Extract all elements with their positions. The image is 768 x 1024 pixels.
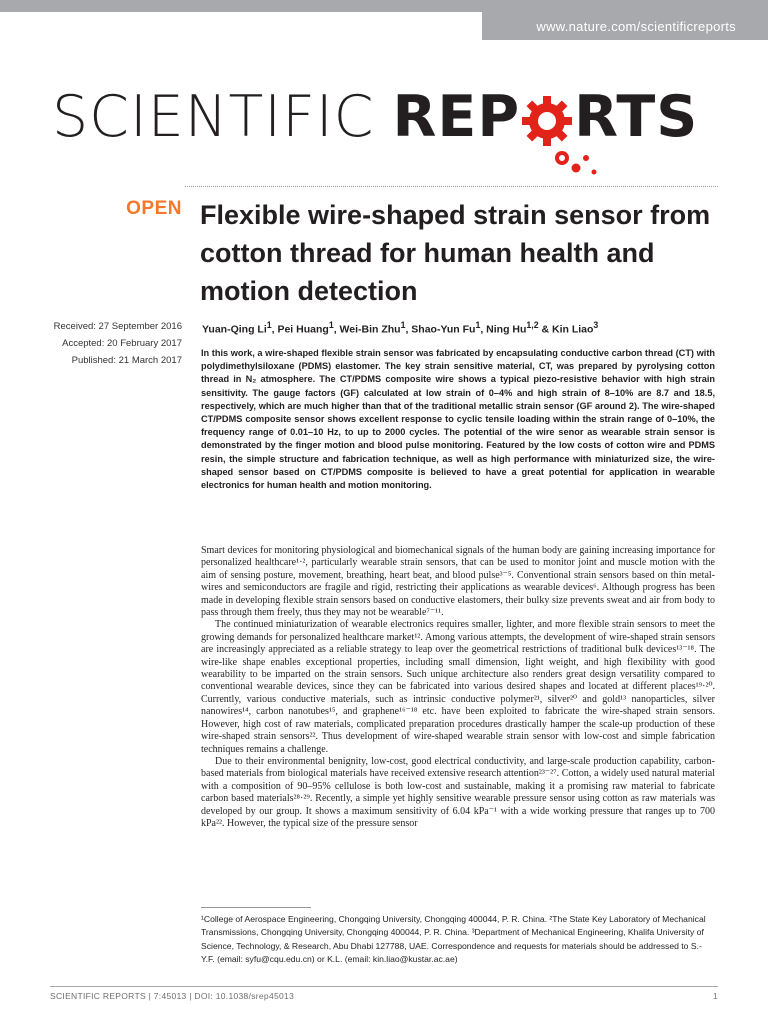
- affiliations: ¹College of Aerospace Engineering, Chongqing University, Chongqing 400044, P. R. China. ²The State Key Laboratory of Mechanical Transmissions, Chongqing University, Chongqing 400044, P. R. China. ³Department of Mechanical Engineering, Khalifa University of Science, Technology, & Research, Abu Dhabi 127788, UAE. Correspondence and requests for materials should be addressed to S.-Y.F. (email: syfu@cqu.edu.cn) or K.L. (email: kin.liao@kustar.ac.ae): [201, 914, 706, 965]
- footer-rule: [50, 986, 718, 987]
- journal-url-text: www.nature.com/scientificreports: [536, 18, 736, 34]
- affiliations-rule: [201, 907, 311, 908]
- page-number: 1: [712, 991, 718, 1001]
- top-bar: [0, 0, 768, 12]
- main-text: [201, 545, 715, 830]
- paragraph-2: The continued miniaturization of wearable electronics requires smaller, lighter, and more flexible strain sensors to meet the growing demands for personalized healthcare market¹². Among various attempts, the development of wire-shaped strain sensors are increasingly appreciated as a reliable strategy to leap over the geometrical restrictions of traditional bulk devices¹³⁻¹⁸. The wire-like shape enables exceptional properties, including small dimension, light weight, and high flexibility with good wearability to be imparted on the strain sensors. Such unique architecture also renders great design versatility compared to conventional wearable devices, since they can be fabricated into various desired shapes and located at different places¹⁹·²⁰. Currently, various conductive materials, such as intrinsic conductive polymer²¹, silver²⁰ and gold¹³ nanoparticles, silver nanowires¹⁴, carbon nanotubes¹⁵, and graphene¹⁶⁻¹⁸ etc. have been exploited to fabricate the wire-shaped strain sensors. However, high cost of raw materials, complicated preparation procedures drastically hamper the scale-up production of these wire-shaped strain sensors²². Thus development of wire-shaped wearable strain sensor with low-cost and simple fabrication techniques remains a challenge.: [201, 619, 715, 755]
- publication-dates: [20, 318, 182, 369]
- masthead-word-2b: RTS: [574, 83, 699, 150]
- gear-logo-icon: [522, 93, 572, 150]
- paragraph-3: Due to their environmental benignity, low-cost, good electrical conductivity, and large-scale production capability, carbon-based materials from biological materials have received extensive research attention²³⁻²⁷. Cotton, a widely used natural material with a composition of 90–95% cellulose is both low-cost and sustainable, making it a promising raw material to fabricate carbon based materials²⁸·²⁹. Recently, a simple yet highly sensitive wearable pressure sensor using cotton as raw materials was developed by our group. It shows a maximum sensitivity of 6.04 kPa⁻¹ with a wide working pressure that ranges up to 700 kPa²². However, the typical size of the pressure sensor: [201, 755, 715, 829]
- header-divider: [185, 186, 718, 187]
- masthead-word-1: SCIENTIFIC: [52, 83, 375, 150]
- journal-masthead: [52, 82, 698, 152]
- gear-decoration-icon: [546, 150, 616, 180]
- masthead-word-2a: REP: [392, 83, 521, 150]
- accepted-date: Accepted: 20 February 2017: [62, 338, 182, 349]
- footer-citation: SCIENTIFIC REPORTS | 7:45013 | DOI: 10.1038/srep45013: [50, 991, 295, 1001]
- page-footer: [50, 991, 718, 1001]
- author-list: Yuan-Qing Li$^1$, Pei Huang$^1$, Wei-Bin Zhu$^1$, Shao-Yun Fu$^1$, Ning Hu$^{1,2}$ & Kin Liao$^3$: [202, 320, 599, 336]
- paragraph-1: Smart devices for monitoring physiological and biomechanical signals of the human body are gaining increasing importance for personalized healthcare¹·², particularly wearable strain sensors, that can be used to monitor joint and muscle motion with the aim of sensing posture, movement, breathing, heart beat, and blood pulse³⁻⁵. Conventional strain sensors based on thin metal-wires and semiconductors are fragile and rigid, restricting their applications as wearable devices⁶. Although progress has been made in developing flexible strain sensors based on conductive elastomers, their bulky size prevents sweat and air from body to pass through them freely, thus they may not be wearable⁷⁻¹¹.: [201, 545, 715, 619]
- open-access-label: OPEN: [126, 198, 182, 219]
- received-date: Received: 27 September 2016: [53, 321, 182, 332]
- abstract: In this work, a wire-shaped flexible strain sensor was fabricated by encapsulating conductive carbon thread (CT) with polydimethylsiloxane (PDMS) elastomer. The key strain sensitive material, CT, was prepared by pyrolysing cotton thread in N₂ atmosphere. The CT/PDMS composite wire shows a typical piezo-resistive behavior with high strain sensitivity. The gauge factors (GF) calculated at low strain of 0–4% and high strain of 8–10% are 8.7 and 18.5, respectively, which are much higher than that of the traditional metallic strain sensor (GF around 2). The wire-shaped CT/PDMS composite sensor shows excellent response to cyclic tensile loading within the strain range of 0–10%, the frequency range of 0.01–10 Hz, to up to 2000 cycles. The potential of the wire senor as wearable strain sensor is demonstrated by the finger motion and blood pulse monitoring. Featured by the low costs of cotton wire and PDMS resin, the simple structure and fabrication technique, as well as high performance with miniaturized size, the wire-shaped sensor based on CT/PDMS composite is believed to have a great potential for application in wearable electronics for human health and motion monitoring.: [201, 348, 715, 491]
- article-title: Flexible wire-shaped strain sensor from cotton thread for human health and motion detection: [200, 200, 711, 306]
- published-date: Published: 21 March 2017: [71, 355, 182, 366]
- journal-url[interactable]: [482, 12, 768, 40]
